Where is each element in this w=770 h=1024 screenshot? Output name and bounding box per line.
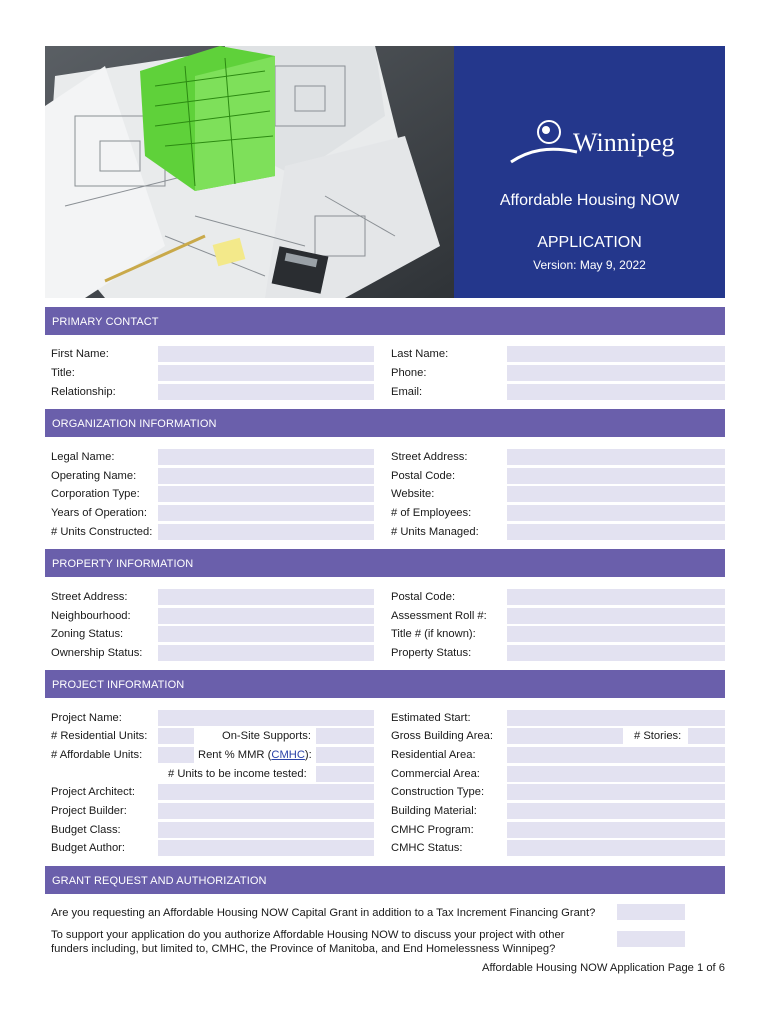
estimated-start-label: Estimated Start: <box>391 712 471 724</box>
years-operation-label: Years of Operation: <box>51 507 147 519</box>
employees-field[interactable] <box>507 505 725 521</box>
residential-area-field[interactable] <box>507 747 725 763</box>
units-managed-label: # Units Managed: <box>391 526 479 538</box>
section-grant: GRANT REQUEST AND AUTHORIZATION <box>45 866 725 894</box>
title-field[interactable] <box>158 365 374 381</box>
ownership-status-field[interactable] <box>158 645 374 661</box>
legal-name-label: Legal Name: <box>51 451 115 463</box>
employees-label: # of Employees: <box>391 507 472 519</box>
neighbourhood-field[interactable] <box>158 608 374 624</box>
section-primary-contact: PRIMARY CONTACT <box>45 307 725 335</box>
grant-answer-1-field[interactable] <box>617 904 685 920</box>
last-name-field[interactable] <box>507 346 725 362</box>
income-tested-label: # Units to be income tested: <box>168 768 307 780</box>
onsite-supports-label: On-Site Supports: <box>222 730 311 742</box>
ownership-status-label: Ownership Status: <box>51 647 143 659</box>
first-name-field[interactable] <box>158 346 374 362</box>
construction-type-label: Construction Type: <box>391 786 485 798</box>
neighbourhood-label: Neighbourhood: <box>51 610 131 622</box>
units-constructed-field[interactable] <box>158 524 374 540</box>
title-label: Title: <box>51 367 75 379</box>
gross-building-area-field[interactable] <box>507 728 623 744</box>
project-name-label: Project Name: <box>51 712 122 724</box>
cmhc-status-field[interactable] <box>507 840 725 856</box>
title-number-field[interactable] <box>507 626 725 642</box>
cmhc-link[interactable]: CMHC <box>271 749 305 761</box>
building-material-field[interactable] <box>507 803 725 819</box>
phone-field[interactable] <box>507 365 725 381</box>
project-builder-label: Project Builder: <box>51 805 127 817</box>
section-property: PROPERTY INFORMATION <box>45 549 725 577</box>
project-builder-field[interactable] <box>158 803 374 819</box>
residential-area-label: Residential Area: <box>391 749 476 761</box>
document-title: APPLICATION <box>537 234 642 251</box>
version-text: Version: May 9, 2022 <box>533 258 646 272</box>
org-street-address-field[interactable] <box>507 449 725 465</box>
building-material-label: Building Material: <box>391 805 477 817</box>
commercial-area-field[interactable] <box>507 766 725 782</box>
title-panel <box>454 46 725 298</box>
first-name-label: First Name: <box>51 348 109 360</box>
income-tested-field[interactable] <box>316 766 374 782</box>
budget-class-field[interactable] <box>158 822 374 838</box>
blueprint-image <box>45 46 454 298</box>
affordable-units-label: # Affordable Units: <box>51 749 143 761</box>
website-label: Website: <box>391 488 435 500</box>
legal-name-field[interactable] <box>158 449 374 465</box>
org-postal-code-label: Postal Code: <box>391 470 456 482</box>
page-footer: Affordable Housing NOW Application Page 1 of 6 <box>482 962 725 974</box>
budget-class-label: Budget Class: <box>51 824 121 836</box>
project-architect-field[interactable] <box>158 784 374 800</box>
property-status-label: Property Status: <box>391 647 472 659</box>
corporation-type-label: Corporation Type: <box>51 488 140 500</box>
relationship-field[interactable] <box>158 384 374 400</box>
assessment-roll-field[interactable] <box>507 608 725 624</box>
phone-label: Phone: <box>391 367 427 379</box>
residential-units-field[interactable] <box>158 728 194 744</box>
residential-units-label: # Residential Units: <box>51 730 148 742</box>
cmhc-program-label: CMHC Program: <box>391 824 474 836</box>
affordable-units-field[interactable] <box>158 747 194 763</box>
rent-mmr-label: Rent % MMR (CMHC): <box>198 749 312 761</box>
header-banner <box>45 46 725 298</box>
zoning-status-label: Zoning Status: <box>51 628 124 640</box>
stories-label: # Stories: <box>634 730 682 742</box>
title-number-label: Title # (if known): <box>391 628 476 640</box>
website-field[interactable] <box>507 486 725 502</box>
relationship-label: Relationship: <box>51 386 116 398</box>
commercial-area-label: Commercial Area: <box>391 768 480 780</box>
section-project: PROJECT INFORMATION <box>45 670 725 698</box>
grant-question-1: Are you requesting an Affordable Housing NOW Capital Grant in addition to a Tax Increment Financing Grant? <box>51 907 596 919</box>
grant-question-2-line-1: To support your application do you authorize Affordable Housing NOW to discuss your project with other <box>51 929 565 941</box>
zoning-status-field[interactable] <box>158 626 374 642</box>
stories-field[interactable] <box>688 728 725 744</box>
cmhc-status-label: CMHC Status: <box>391 842 463 854</box>
project-name-field[interactable] <box>158 710 374 726</box>
corporation-type-field[interactable] <box>158 486 374 502</box>
rent-mmr-field[interactable] <box>316 747 374 763</box>
grant-answer-2-field[interactable] <box>617 931 685 947</box>
estimated-start-field[interactable] <box>507 710 725 726</box>
onsite-supports-field[interactable] <box>316 728 374 744</box>
units-constructed-label: # Units Constructed: <box>51 526 153 538</box>
cmhc-program-field[interactable] <box>507 822 725 838</box>
operating-name-label: Operating Name: <box>51 470 137 482</box>
project-architect-label: Project Architect: <box>51 786 135 798</box>
email-label: Email: <box>391 386 423 398</box>
years-operation-field[interactable] <box>158 505 374 521</box>
prop-street-address-field[interactable] <box>158 589 374 605</box>
winnipeg-logo <box>509 116 679 176</box>
org-postal-code-field[interactable] <box>507 468 725 484</box>
program-title: Affordable Housing NOW <box>499 192 680 209</box>
winnipeg-logo-icon <box>509 116 579 166</box>
email-field[interactable] <box>507 384 725 400</box>
section-organization: ORGANIZATION INFORMATION <box>45 409 725 437</box>
prop-street-address-label: Street Address: <box>51 591 128 603</box>
logo-text: Winnipeg <box>573 128 675 157</box>
org-street-address-label: Street Address: <box>391 451 468 463</box>
last-name-label: Last Name: <box>391 348 449 360</box>
blueprint-illustration <box>45 46 454 298</box>
prop-postal-code-label: Postal Code: <box>391 591 456 603</box>
construction-type-field[interactable] <box>507 784 725 800</box>
gross-building-area-label: Gross Building Area: <box>391 730 493 742</box>
units-managed-field[interactable] <box>507 524 725 540</box>
grant-question-2-line-2: funders including, but limited to, CMHC, the Province of Manitoba, and End Homelessness Winnipeg? <box>51 943 556 955</box>
operating-name-field[interactable] <box>158 468 374 484</box>
budget-author-label: Budget Author: <box>51 842 126 854</box>
assessment-roll-label: Assessment Roll #: <box>391 610 487 622</box>
prop-postal-code-field[interactable] <box>507 589 725 605</box>
property-status-field[interactable] <box>507 645 725 661</box>
budget-author-field[interactable] <box>158 840 374 856</box>
